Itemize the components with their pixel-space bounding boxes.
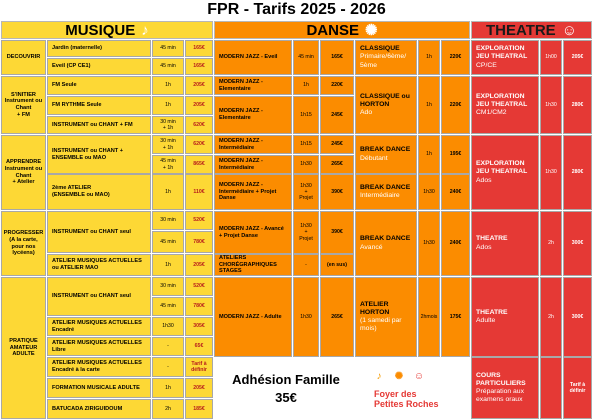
category-decouvrir: DECOUVRIR — [1, 40, 46, 75]
logo-text: Foyer des Petites Roches — [374, 389, 439, 409]
theatre-duration: 1h30 — [540, 76, 562, 134]
danse-activity: MODERN JAZZ - Adulte — [214, 277, 292, 357]
musique-duration: 45 min — [152, 297, 184, 316]
musique-activity: BATUCADA ZIRIGUIDOUM — [47, 399, 151, 419]
danse-course-level: Débutant — [360, 154, 388, 162]
danse-duration: 1h — [418, 40, 440, 75]
musique-activity: 2ème ATELIER (ENSEMBLE ou MAO) — [47, 174, 151, 210]
musique-price: 205€ — [185, 76, 213, 95]
danse-price: 265€ — [320, 155, 354, 174]
musique-duration: 2h — [152, 399, 184, 419]
theatre-course — [471, 211, 539, 276]
danse-duration: 1h — [418, 76, 440, 134]
danse-course — [355, 211, 417, 276]
musique-duration: 30 min — [152, 211, 184, 230]
theatre-course — [471, 135, 539, 210]
category-progresser: PROGRESSER (A la carte, pour nos lycéens) — [1, 211, 46, 276]
danse-duration: 1h30 — [293, 277, 319, 357]
theatre-duration: 2h — [540, 277, 562, 357]
musique-duration: 1h — [152, 76, 184, 95]
dancer-icon: ✺ — [392, 370, 406, 384]
musique-duration: 30 min + 1h — [152, 135, 184, 154]
adhesion-price: 35€ — [275, 390, 297, 405]
musique-price: 110€ — [185, 174, 213, 210]
adhesion-box — [214, 357, 358, 419]
theatre-course-title: EXPLORATION JEU THEATRAL — [476, 45, 528, 61]
danse-activity: MODERN JAZZ - Elementaire — [214, 96, 292, 134]
danse-activity: MODERN JAZZ - Avancé + Projet Danse — [214, 211, 292, 254]
musique-price: 165€ — [185, 58, 213, 75]
theatre-price: 300€ — [563, 211, 592, 276]
danse-activity: MODERN JAZZ - Eveil — [214, 40, 292, 75]
danse-price: 390€ — [320, 174, 354, 210]
musique-activity: ATELIER MUSIQUES ACTUELLES ou ATELIER MAO — [47, 254, 151, 276]
theatre-course — [471, 76, 539, 134]
danse-price: 240€ — [441, 211, 470, 276]
danse-duration: 1h30 — [418, 211, 440, 276]
logo — [362, 357, 470, 419]
theatre-duration: 1h00 — [540, 40, 562, 75]
danse-price: 390€ — [320, 211, 354, 254]
danse-price: (en sus) — [320, 254, 354, 276]
danse-price: 175€ — [441, 277, 470, 357]
theatre-price: Tarif à définir — [563, 357, 592, 419]
danse-course-title: CLASSIQUE — [360, 45, 400, 53]
music-note-icon: ♪ — [372, 370, 386, 384]
musique-price: 165€ — [185, 40, 213, 57]
danse-activity: MODERN JAZZ - Elementaire — [214, 76, 292, 95]
musique-price: 620€ — [185, 116, 213, 134]
category-initier: S'INITIER Instrument ou Chant + FM — [1, 76, 46, 134]
theatre-price: 280€ — [563, 76, 592, 134]
dancer-icon: ✺ — [364, 22, 378, 39]
danse-course-title: ATELIER HORTON — [360, 300, 390, 316]
musique-price: 185€ — [185, 399, 213, 419]
danse-course-title: BREAK DANCE — [360, 183, 411, 191]
header-danse: DANSE ✺ — [214, 21, 470, 39]
theatre-course-level: Adulte — [476, 317, 496, 324]
theatre-course-title: COURS PARTICULIERS — [476, 371, 526, 387]
danse-price: 245€ — [320, 135, 354, 154]
danse-duration: 1h — [418, 135, 440, 174]
theatre-course-title: THEATRE — [476, 235, 508, 243]
musique-price: 205€ — [185, 96, 213, 115]
musique-duration: 30 min — [152, 277, 184, 296]
category-pratique-adulte: PRATIQUE AMATEUR ADULTE — [1, 277, 46, 419]
musique-price: 780€ — [185, 297, 213, 316]
danse-duration: 1h15 — [293, 96, 319, 134]
danse-course — [355, 76, 417, 134]
danse-course — [355, 135, 417, 174]
danse-duration: 1h15 — [293, 135, 319, 154]
musique-price: 865€ — [185, 155, 213, 174]
danse-price: 220€ — [441, 76, 470, 134]
musique-activity: INSTRUMENT ou CHANT + FM — [47, 116, 151, 134]
theatre-course-level: CM1/CM2 — [476, 109, 507, 117]
musique-price: 305€ — [185, 317, 213, 336]
musique-duration: 1h — [152, 378, 184, 398]
danse-course-level: Primaire/6ème/ 5ème — [360, 53, 407, 69]
theatre-price: 280€ — [563, 135, 592, 210]
musique-activity: FM Seule — [47, 76, 151, 95]
danse-price: 240€ — [441, 174, 470, 210]
musique-activity: Eveil (CP CE1) — [47, 58, 151, 75]
musique-duration: 45 min + 1h — [152, 155, 184, 174]
danse-price: 245€ — [320, 96, 354, 134]
musique-activity: ATELIER MUSIQUES ACTUELLES Encadré à la carte — [47, 357, 151, 377]
header-musique: MUSIQUE ♪ — [1, 21, 213, 39]
danse-activity: ATELIERS CHORÉGRAPHIQUES STAGES — [214, 254, 292, 276]
danse-duration: 1h30 — [293, 155, 319, 174]
danse-duration: 2hmois — [418, 277, 440, 357]
danse-price: 220€ — [441, 40, 470, 75]
musique-price: 205€ — [185, 254, 213, 276]
musique-duration: 1h — [152, 254, 184, 276]
danse-course-level: (1 samedi par mois) — [360, 317, 402, 333]
musique-price: 205€ — [185, 378, 213, 398]
header-theatre: THEATRE ☺ — [471, 21, 592, 39]
danse-activity: MODERN JAZZ - Intermédiaire + Projet Danse — [214, 174, 292, 210]
theatre-course-title: EXPLORATION JEU THEATRAL — [476, 160, 528, 176]
danse-course — [355, 40, 417, 75]
danse-course-level: Ado — [360, 109, 373, 117]
theatre-course-level: Préparation aux examens oraux — [476, 388, 524, 404]
theatre-course — [471, 40, 539, 75]
musique-activity: INSTRUMENT ou CHANT seul — [47, 277, 151, 316]
danse-duration: 45 min — [293, 40, 319, 75]
musique-duration: 1h — [152, 96, 184, 115]
musique-duration: 45 min — [152, 58, 184, 75]
danse-course-level: Intermédiaire — [360, 192, 400, 199]
danse-duration: - — [293, 254, 319, 276]
danse-duration: 1h — [293, 76, 319, 95]
musique-activity: Jardin (maternelle) — [47, 40, 151, 57]
danse-activity: MODERN JAZZ - Intermédiaire — [214, 135, 292, 154]
theatre-masks-icon: ☺ — [561, 22, 578, 39]
theatre-course-level: CP/CE — [476, 61, 497, 69]
danse-duration: 1h30 — [418, 174, 440, 210]
theatre-course — [471, 357, 539, 419]
musique-activity: ATELIER MUSIQUES ACTUELLES Encadré — [47, 317, 151, 336]
musique-price: 780€ — [185, 231, 213, 253]
theatre-duration: 2h — [540, 211, 562, 276]
theatre-course-level: Ados — [476, 176, 492, 184]
musique-price: 620€ — [185, 135, 213, 154]
musique-activity: FORMATION MUSICALE ADULTE — [47, 378, 151, 398]
musique-activity: INSTRUMENT ou CHANT seul — [47, 211, 151, 253]
musique-activity: FM RYTHME Seule — [47, 96, 151, 115]
theatre-masks-icon: ☺ — [413, 371, 425, 382]
theatre-price: 205€ — [563, 40, 592, 75]
danse-duration: 1h30 + Projet — [293, 174, 319, 210]
musique-price: 520€ — [185, 211, 213, 230]
musique-duration: 1h30 — [152, 317, 184, 336]
musique-duration: 45 min — [152, 231, 184, 253]
danse-duration: 1h30 + Projet — [293, 211, 319, 254]
theatre-course-level: Ados — [476, 243, 492, 251]
musique-duration: - — [152, 357, 184, 377]
category-apprendre: APPRENDRE Instrument ou Chant + Atelier — [1, 135, 46, 210]
danse-activity: MODERN JAZZ - Intermédiaire — [214, 155, 292, 174]
danse-course-level: Avancé — [360, 243, 383, 251]
musique-duration: - — [152, 337, 184, 356]
musique-price: 65€ — [185, 337, 213, 356]
musique-activity: INSTRUMENT ou CHANT + ENSEMBLE ou MAO — [47, 135, 151, 174]
theatre-duration — [540, 357, 562, 419]
danse-course — [355, 277, 417, 357]
danse-course-title: BREAK DANCE — [360, 235, 411, 243]
adhesion-label: Adhésion Famille — [232, 372, 340, 387]
danse-price: 220€ — [320, 76, 354, 95]
musique-duration: 1h — [152, 174, 184, 210]
musique-price: 520€ — [185, 277, 213, 296]
theatre-course-title: EXPLORATION JEU THEATRAL — [476, 92, 528, 108]
music-note-icon: ♪ — [141, 22, 149, 39]
danse-course — [355, 174, 417, 210]
theatre-duration: 1h30 — [540, 135, 562, 210]
danse-course-title: CLASSIQUE ou HORTON — [360, 92, 410, 108]
musique-duration: 30 min + 1h — [152, 116, 184, 134]
theatre-price: 300€ — [563, 277, 592, 357]
musique-activity: ATELIER MUSIQUES ACTUELLES Libre — [47, 337, 151, 356]
danse-price: 195€ — [441, 135, 470, 174]
danse-price: 265€ — [320, 277, 354, 357]
danse-course-title: BREAK DANCE — [360, 146, 411, 154]
theatre-course — [471, 277, 539, 357]
musique-duration: 45 min — [152, 40, 184, 57]
musique-price: Tarif à définir — [185, 357, 213, 377]
theatre-course-title: THEATRE — [476, 308, 508, 316]
danse-price: 165€ — [320, 40, 354, 75]
page-title: FPR - Tarifs 2025 - 2026 — [207, 1, 386, 18]
